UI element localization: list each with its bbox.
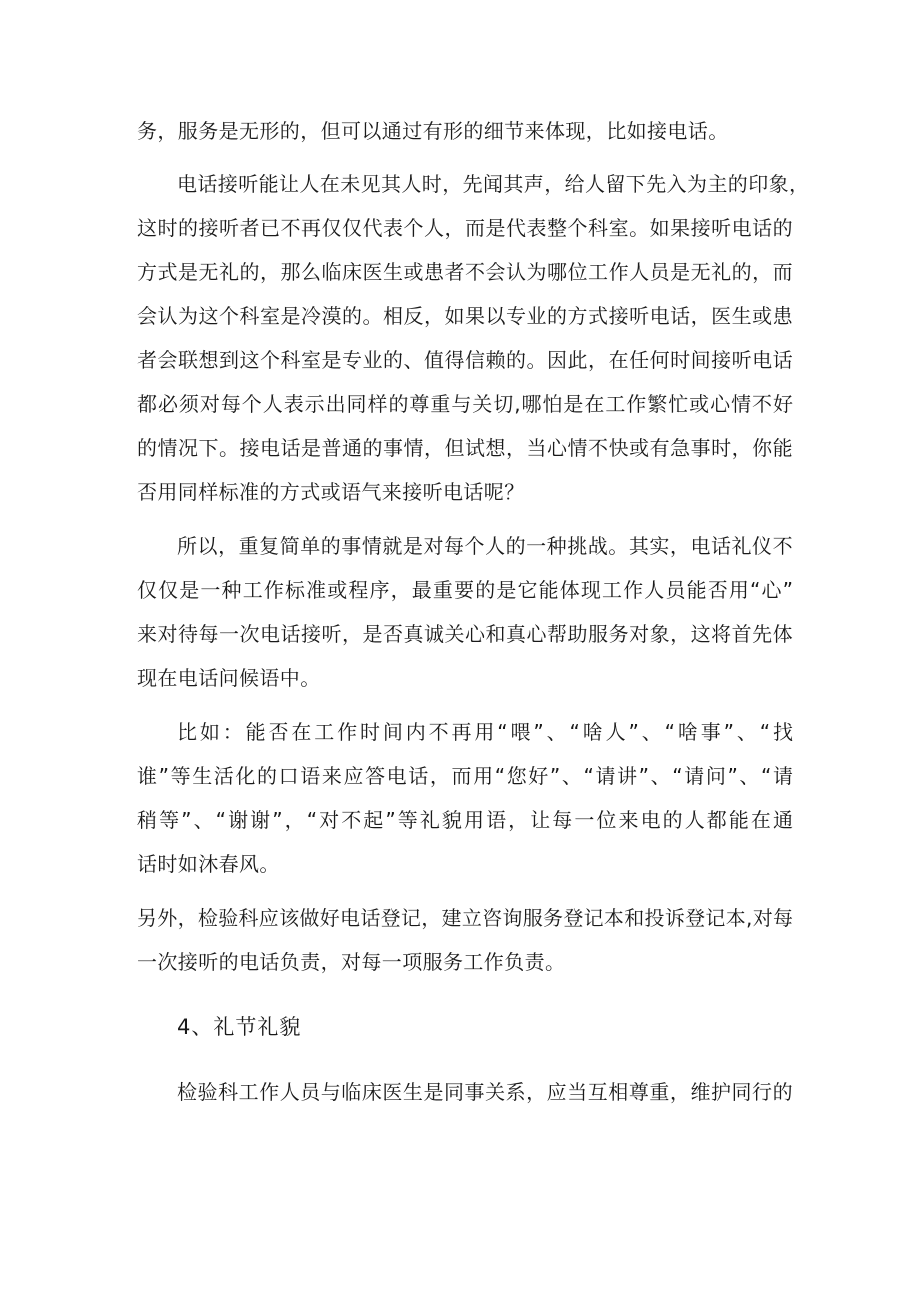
paragraph-line: 方式是无礼的，那么临床医生或患者不会认为哪位工作人员是无礼的，而 [137, 260, 793, 284]
paragraph-line: 所以，重复简单的事情就是对每个人的一种挑战。其实，电话礼仪不 [177, 534, 793, 558]
paragraph-line: 务，服务是无形的，但可以通过有形的细节来体现，比如接电话。 [137, 119, 729, 143]
paragraph-line: 否用同样标准的方式或语气来接听电话呢？ [137, 480, 525, 504]
paragraph-line: 都必须对每个人表示出同样的尊重与关切,哪怕是在工作繁忙或心情不好 [137, 392, 793, 416]
paragraph-line: 稍等”、“谢谢”，“对不起”等礼貌用语，让每一位来电的人都能在通 [137, 808, 793, 832]
paragraph-line: 谁”等生活化的口语来应答电话，而用“您好”、“请讲”、“请问”、“请 [137, 764, 793, 788]
paragraph-line: 者会联想到这个科室是专业的、值得信赖的。因此，在任何时间接听电话 [137, 348, 793, 372]
paragraph-line: 的情况下。接电话是普通的事情，但试想，当心情不快或有急事时，你能 [137, 436, 793, 460]
paragraph-line: 仅仅是一种工作标准或程序，最重要的是它能体现工作人员能否用“心” [137, 578, 793, 602]
paragraph-line: 现在电话问候语中。 [137, 666, 321, 690]
paragraph-line: 会认为这个科室是冷漠的。相反，如果以专业的方式接听电话，医生或患 [137, 304, 793, 328]
paragraph-line: 电话接听能让人在未见其人时，先闻其声，给人留下先入为主的印象， [177, 172, 810, 196]
paragraph-line: 话时如沐春风。 [137, 852, 280, 876]
paragraph-line: 这时的接听者已不再仅仅代表个人，而是代表整个科室。如果接听电话的 [137, 216, 793, 240]
paragraph-line: 来对待每一次电话接听，是否真诚关心和真心帮助服务对象，这将首先体 [137, 622, 793, 646]
paragraph-line: 检验科工作人员与临床医生是同事关系，应当互相尊重，维护同行的 [177, 1080, 793, 1104]
section-heading: 4、礼节礼貌 [177, 1015, 302, 1039]
paragraph-line: 另外，检验科应该做好电话登记，建立咨询服务登记本和投诉登记本,对每 [137, 906, 793, 930]
paragraph-line: 比如：能否在工作时间内不再用“喂”、“啥人”、“啥事”、“找 [177, 720, 793, 744]
paragraph-line: 一次接听的电话负责，对每一项服务工作负责。 [137, 950, 566, 974]
